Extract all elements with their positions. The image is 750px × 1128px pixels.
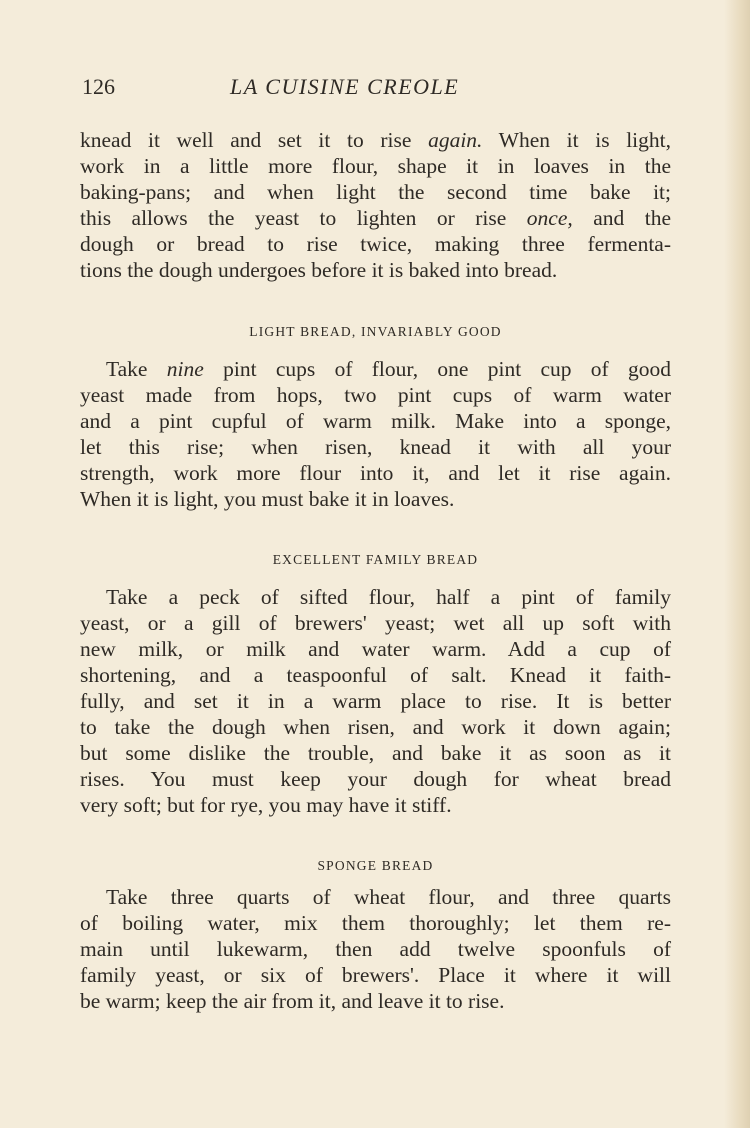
text-run: Take three quarts of wheat flour, and three quarts bbox=[106, 885, 671, 909]
text-run: but some dislike the trouble, and bake it as soon as it bbox=[80, 741, 671, 765]
text-line bbox=[80, 714, 671, 740]
text-line bbox=[80, 231, 671, 257]
text-run: to take the dough when risen, and work it down again; bbox=[80, 715, 671, 739]
paragraph bbox=[80, 884, 671, 1014]
page-number: 126 bbox=[82, 74, 115, 99]
text-run: strength, work more flour into it, and let it rise again. bbox=[80, 461, 671, 485]
text-line bbox=[80, 356, 671, 382]
text-line bbox=[80, 153, 671, 179]
text-run: rises. You must keep your dough for wheat bread bbox=[80, 767, 671, 791]
section-heading: SPONGE BREAD bbox=[317, 858, 434, 873]
section-heading: EXCELLENT FAMILY BREAD bbox=[272, 552, 479, 567]
italic-text: once, bbox=[526, 206, 573, 230]
text-line bbox=[80, 636, 671, 662]
text-run: yeast made from hops, two pint cups of warm water bbox=[80, 383, 671, 407]
text-run: family yeast, or six of brewers'. Place it where it will bbox=[80, 963, 671, 987]
text-line bbox=[80, 688, 671, 714]
text-run: and a pint cupful of warm milk. Make into a sponge, bbox=[80, 409, 671, 433]
text-run: work in a little more flour, shape it in loaves in the bbox=[80, 154, 671, 178]
section-heading: LIGHT BREAD, INVARIABLY GOOD bbox=[249, 324, 502, 339]
text-line bbox=[80, 205, 671, 231]
text-line bbox=[80, 740, 671, 766]
text-run: baking-pans; and when light the second time bake it; bbox=[80, 180, 671, 204]
text-line bbox=[80, 584, 671, 610]
text-line bbox=[80, 910, 671, 936]
text-line bbox=[80, 127, 671, 153]
text-run: and the bbox=[572, 206, 671, 230]
text-run: be warm; keep the air from it, and leave it to rise. bbox=[80, 989, 505, 1013]
text-line bbox=[80, 257, 671, 283]
text-run: Take a peck of sifted flour, half a pint of family bbox=[106, 585, 671, 609]
text-run: main until lukewarm, then add twelve spoonfuls of bbox=[80, 937, 671, 961]
italic-text: nine bbox=[166, 357, 204, 381]
paragraph bbox=[80, 584, 671, 818]
page-edge-shadow bbox=[724, 0, 750, 1128]
text-line bbox=[80, 382, 671, 408]
text-run: knead it well and set it to rise bbox=[80, 128, 429, 152]
text-line bbox=[80, 884, 671, 910]
text-run: let this rise; when risen, knead it with all your bbox=[80, 435, 671, 459]
text-run: tions the dough undergoes before it is baked into bread. bbox=[80, 258, 558, 282]
text-run: When it is light, bbox=[482, 128, 672, 152]
text-line bbox=[80, 662, 671, 688]
text-run: of boiling water, mix them thoroughly; let them re- bbox=[80, 911, 671, 935]
text-line bbox=[80, 434, 671, 460]
text-run: fully, and set it in a warm place to rise. It is better bbox=[80, 689, 671, 713]
text-line bbox=[80, 936, 671, 962]
text-run: dough or bread to rise twice, making three fermenta- bbox=[80, 232, 671, 256]
text-line bbox=[80, 460, 671, 486]
text-line bbox=[80, 962, 671, 988]
italic-text: again. bbox=[428, 128, 483, 152]
paragraph bbox=[80, 356, 671, 512]
text-run: pint cups of flour, one pint cup of good bbox=[203, 357, 672, 381]
text-line bbox=[80, 792, 671, 818]
text-run: yeast, or a gill of brewers' yeast; wet all up soft with bbox=[80, 611, 671, 635]
book-title: LA CUISINE CREOLE bbox=[230, 74, 460, 99]
text-line bbox=[80, 408, 671, 434]
text-line bbox=[80, 766, 671, 792]
text-run: When it is light, you must bake it in loaves. bbox=[80, 487, 455, 511]
text-line bbox=[80, 988, 671, 1014]
text-run: new milk, or milk and water warm. Add a cup of bbox=[80, 637, 671, 661]
paragraph bbox=[80, 127, 671, 283]
text-line bbox=[80, 486, 671, 512]
text-line bbox=[80, 179, 671, 205]
running-head bbox=[82, 74, 672, 104]
text-run: shortening, and a teaspoonful of salt. Knead it faith- bbox=[80, 663, 671, 687]
text-run: Take bbox=[106, 357, 167, 381]
text-run: this allows the yeast to lighten or rise bbox=[80, 206, 527, 230]
text-line bbox=[80, 610, 671, 636]
text-run: very soft; but for rye, you may have it stiff. bbox=[80, 793, 452, 817]
